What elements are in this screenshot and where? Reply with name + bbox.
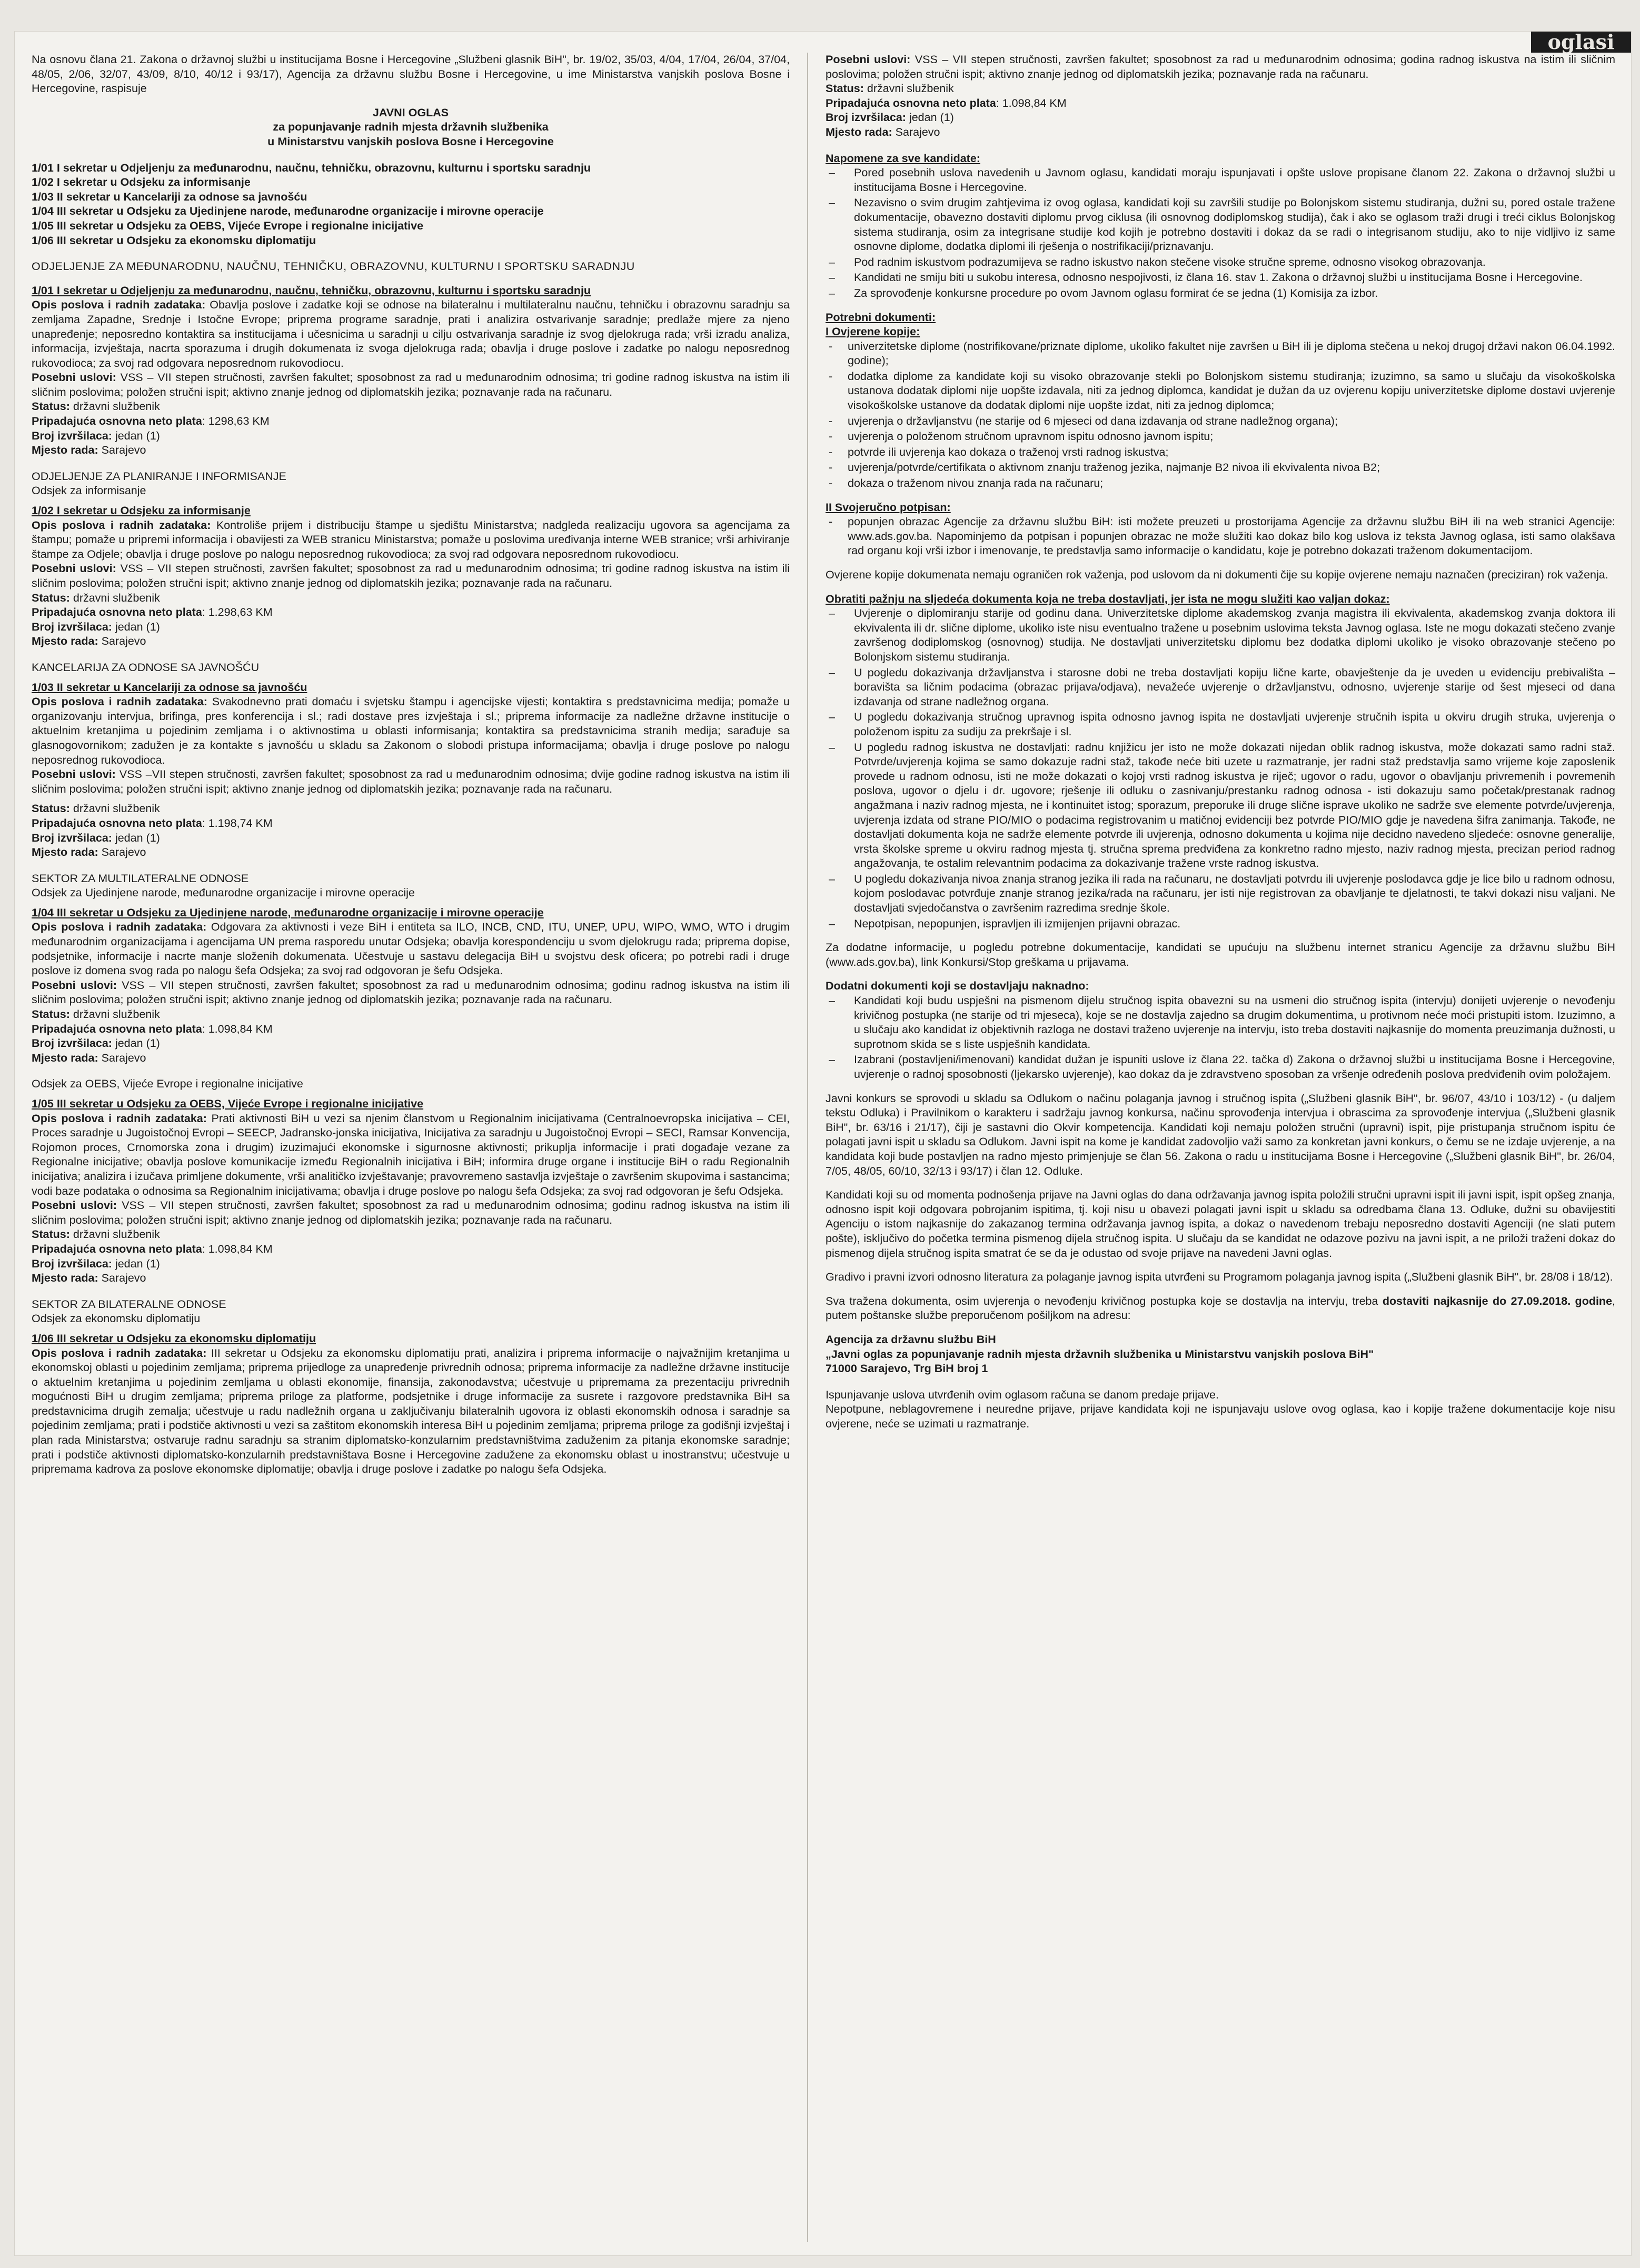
duties: Opis poslova i radnih zadataka: Obavlja poslove i zadatke koji se odnose na bilateralnu i multilateralnu naučnu, tehničku i obrazovnu saradnju sa zemljama Zapadne, Srednje i Istočne Evrope; priprema programe saradnje, prati i analizira ostvarivanje saradnje; predlaže mjere za njeno unapređenje; neposredno kontaktira sa institucijama i učesnicima u saradnji u cilju ostvarivanja saradnje iz svog djelokruga rada; vrši izradu analiza, informacija, izvještaja, nacrta sporazuma i drugih dokumenata iz svoga djelokruga rada; obavlja i druge poslove i zadatke po nalogu neposrednog rukovodioca; za svoj rad odgovara neposrednom rukovodiocu. [32, 298, 790, 369]
column-divider [807, 53, 808, 2242]
list-item: – U pogledu radnog iskustva ne dostavljati: radnu knjižicu jer isto ne može dokazati nijedan oblik radnog iskustva, može dokazati samo radni staž. Potvrde/uvjerenja kojima se samo dokazuje radni staž, takođe neće biti uzete u razmatranje, jer radni staž predstavlja samo vrijeme koje zaposlenik provede u radnom odnosu, isti ne može dokazati o kojoj vrsti radnog iskustva je riječ; ugovor o radu, ugovor o obavljanju privremenih i povremenih poslova, ugovor o djelu i dr. ugovore; rješenje ili odluku o zasnivanju/prestanku radnog odnosa - isti dokazuju samo početak/prestanak radnog angažmana i naziv radnog mjesta, ne i kontinuitet istog; sporazum, preporuke ili druge slične isprave ukoliko ne sadrže sve elemente potvrde/uvjerenja, uvjerenja izdata od strane PIO/MIO o podacima registrovanim u matičnoj evidenciji bez potvrde PIO/MIO gdje je navedena šifra zanimanja. Takođe, ne dostavljati dokumenta koja ne sadrže elemente potvrde ili uvjerenja, odnosno dokumenta u kojima nije decidno navedeno sljedeće: osnovne generalije, vrsta školske spreme u okviru radnog mjesta tj. stručna sprema predviđena za konkretno radno mjesto, naziv radnog mjesta, precizan period radnog angažovanja, te ostalim relevantnim podacima za dokazivanje tražene vrste radnog iskustva. [826, 741, 1615, 871]
status: Status: državni službenik [32, 1228, 160, 1241]
unit-heading: SEKTOR ZA MULTILATERALNE ODNOSE [32, 872, 249, 885]
sub-unit: Odsjek za informisanje [32, 484, 146, 497]
list-item: – Izabrani (postavljeni/imenovani) kandidat dužan je ispuniti uslove iz člana 22. tačka d) Zakona o državnoj službi u institucijama Bosne i Hercegovine, uvjerenje o radnoj sposobnosti (ljekarsko uvjerenje), kao dokaz da je zdravstveno sposoban za vršenje određenih poslova predviđenih ovim položajem. [826, 1053, 1615, 1082]
documents-subheading: I Ovjerene kopije: [826, 325, 920, 338]
list-item: - potvrde ili uvjerenja kao dokaza o traženoj vrsti radnog iskustva; [826, 445, 1615, 460]
position-heading: 1/02 I sekretar u Odsjeku za informisanje [32, 504, 251, 517]
work-place: Mjesto rada: Sarajevo [32, 1051, 146, 1064]
position-heading: 1/05 III sekretar u Odsjeku za OEBS, Vijeće Evrope i regionalne inicijative [32, 1097, 424, 1110]
position-item: 1/03 II sekretar u Kancelariji za odnose sa javnošću [32, 190, 307, 203]
executor-count: Broj izvršilaca: jedan (1) [32, 1257, 160, 1270]
mailing-address [826, 1333, 1615, 1376]
work-place: Mjesto rada: Sarajevo [32, 846, 146, 859]
position-item: 1/05 III sekretar u Odsjeku za OEBS, Vijeće Evrope i regionalne inicijative [32, 219, 424, 232]
list-item: - popunjen obrazac Agencije za državnu službu BiH: isti možete preuzeti u prostorijama Agencije za državnu službu BiH ili na web stranici Agencije: www.ads.gov.ba. Napominjemo da potpisan i popunjen obrazac ne može služiti kao dokaz bilo kog uslova iz teksta Javnog oglasa, isti samo olakšava rad organu koji vrši izbor i imenovanje, te predstavlja samo informacije o kandidatu, koje je potrebno dokazati traženom dokumentacijom. [826, 515, 1615, 558]
salary: Pripadajuća osnovna neto plata: 1.298,63 KM [32, 606, 273, 619]
conditions: Posebni uslovi: VSS – VII stepen stručnosti, završen fakultet; sposobnost za rad u međunarodnim odnosima; tri godine radnog iskustva na istim ili sličnim poslovima; položen stručni ispit; aktivno znanje jednog od diplomatskih jezika; poznavanje rada na računaru. [32, 562, 790, 590]
notes-list [826, 166, 1615, 301]
work-place: Mjesto rada: Sarajevo [32, 444, 146, 457]
work-place: Mjesto rada: Sarajevo [32, 1272, 146, 1285]
section-masthead: oglasi [1531, 32, 1631, 53]
executor-count: Broj izvršilaca: jedan (1) [32, 1037, 160, 1050]
conditions: Posebni uslovi: VSS – VII stepen stručnosti, završen fakultet; sposobnost za rad u međunarodnim odnosima; godinu radnog iskustva na istim ili sličnim poslovima; položen stručni ispit; aktivno znanje jednog od diplomatskih jezika; poznavanje rada na računaru. [32, 978, 790, 1006]
list-item: – Pod radnim iskustvom podrazumijeva se radno iskustvo nakon stečene visoke stručne spreme, odnosno visokog obrazovanja. [826, 255, 1615, 270]
list-item: – Kandidati koji budu uspješni na pismenom dijelu stručnog ispita obavezni su na usmeni dio stručnog ispita (intervju) donijeti uvjerenje o nevođenju krivičnog postupka (ne starije od tri mjeseca), koje se ne dostavlja zajedno sa drugim dokumentima, u protivnom neće moći pristupiti istom. Izuzimno, a u slučaju ako kandidat iz objektivnih razloga ne dostavi traženo uvjerenje na intervju, isto treba dostaviti najkasnije do momenta preuzimanja dužnosti, u suprotnom skida se s liste uspješnih kandidata. [826, 994, 1615, 1052]
exam-paragraph: Javni konkurs se sprovodi u skladu sa Odlukom o načinu polaganja javnog i stručnog ispita („Službeni glasnik BiH", br. 96/07, 43/10 i 103/12) - (u daljem tekstu Odluka) i Pravilnikom o karakteru i sadržaju javnog konkursa, načinu sprovođenja intervjua i obrascima za sprovođenje intervjua („Službeni glasnik BiH", br. 63/16 i 21/17), čiji je sastavni dio Okvir kompetencija. Kandidati koji nemaju položen stručni (upravni) ispit, pije pristupanja stručnom ispitu će polagati javni ispit u skladu sa Odlukom. Javni ispit na kome je kandidat zadovoljio važi samo za konkretan javni konkurs, o čemu se ne izdaje uvjerenje, a na kandidata koji bude postavljen na radno mjesto primjenjuje se član 56. Zakona o radu u institucijama Bosne i Hercegovine („Službeni glasnik BiH", br. 26/04, 7/05, 48/05, 60/10, 32/13 i 93/17) i član 12. Odluke. [826, 1092, 1615, 1177]
position-item: 1/01 I sekretar u Odjeljenju za međunarodnu, naučnu, tehničku, obrazovnu, kulturnu i sportsku saradnju [32, 161, 591, 174]
list-item: – Kandidati ne smiju biti u sukobu interesa, odnosno nespojivosti, iz člana 16. stav 1. Zakona o državnoj službi u institucijama Bosne i Hercegovine. [826, 271, 1615, 285]
salary: Pripadajuća osnovna neto plata: 1.098,84 KM [32, 1242, 273, 1255]
list-item: - uvjerenja o državljanstvu (ne starije od 6 mjeseci od dana izdavanja od strane nadležnog organa); [826, 414, 1615, 429]
conditions: Posebni uslovi: VSS – VII stepen stručnosti, završen fakultet; sposobnost za rad u međunarodnim odnosima; tri godine radnog iskustva na istim ili sličnim poslovima; položen stručni ispit; aktivno znanje jednog od diplomatskih jezika; poznavanje rada na računaru. [32, 371, 790, 398]
duties: Opis poslova i radnih zadataka: Svakodnevno prati domaću i svjetsku štampu i agencijske vijesti; kontaktira s predstavnicima medija; pomaže u organizovanju intervjua, brifinga, pres konferencija i sl.; radi dostave pres izvještaja i sl.; priprema informacije za nadležne državne institucije o aktuelnim kretanjima u pojedinim zemljama i o aktivnostima u oblasti informisanja; kontaktira sa predstavnicima stranih medija; sarađuje sa glasnogovornikom; zadužen je za kontakte s javnošću u skladu sa Zakonom o slobodi pristupa informacijama; obavlja i druge poslove po nalogu neposrednog rukovodioca. [32, 695, 790, 766]
list-item: – Pored posebnih uslova navedenih u Javnom oglasu, kandidati moraju ispunjavati i opšte uslove propisane članom 22. Zakona o državnoj službi u institucijama Bosne i Hercegovine. [826, 166, 1615, 195]
salary: Pripadajuća osnovna neto plata: 1298,63 KM [32, 415, 270, 428]
list-item: – Nepotpisan, nepopunjen, ispravljen ili izmijenjen prijavni obrazac. [826, 917, 1615, 932]
final-note: Nepotpune, neblagovremene i neuredne prijave, prijave kandidata koji ne ispunjavaju uslove ovog oglasa, kao i kopije tražene dokumentacije koje nisu ovjerene, neće se uzimati u razmatranje. [826, 1403, 1615, 1430]
status: Status: državni službenik [32, 802, 160, 815]
list-item: - univerzitetske diplome (nostrifikovane/priznate diplome, ukoliko fakultet nije završen u BiH ili je diploma stečena u nekoj drugoj državi nakon 06.04.1992. godine); [826, 339, 1615, 368]
position-item: 1/02 I sekretar u Odsjeku za informisanje [32, 176, 251, 189]
list-item: – Za sprovođenje konkursne procedure po ovom Javnom oglasu formirat će se jedna (1) Komisija za izbor. [826, 286, 1615, 301]
deadline: dostaviti najkasnije do 27.09.2018. godine [1382, 1294, 1613, 1307]
list-item: - dodatka diplome za kandidate koji su visoko obrazovanje stekli po Bolonjskom sistemu studiranja; izuzimno, sa samo u slučaju da visokoškolska ustanova dodatak diplomi nije uopšte izdavala, niti za jednog diplomca, kandidat je dužan da uz ovjerenu kopiju univerzitetske diplome dostavi uvjerenje visokoškolske ustanove da dodatak diplomi nije uopšte izdat, niti za jednog diplomca; [826, 369, 1615, 413]
exam-paragraph: Kandidati koji su od momenta podnošenja prijave na Javni oglas do dana održavanja javnog ispita položili stručni upravni ispit ili javni ispit, ispit opšeg znanja, odnosno ispit koji odgovara pobrojanim ispitima, tj. koji nisu u obavezi polagati javni ispit u skladu sa odredbama člana 13. Odluke, dužni su obavijestiti Agenciju o istom najkasnije do zakazanog termina održavanja javnog ispita, a dokaz o navedenom trebaju neposredno dostaviti Agenciji (ne slati putem pošte), isključivo do početka termina pismenog dijela stručnog ispita. U slučaju da se kandidat ne odazove pozivu na javni ispit, a ne priloži traženi dokaz do pismenog dijela stručnog ispita smatrat će se da je odustao od svoje prijave na navedeni Javni oglas. [826, 1188, 1615, 1260]
conditions: Posebni uslovi: VSS –VII stepen stručnosti, završen fakultet; sposobnost za rad u međunarodnim odnosima; dvije godine radnog iskustva na istim ili sličnim poslovima; položen stručni ispit; aktivno znanje jednog od diplomatskih jezika; poznavanje rada na računaru. [32, 768, 790, 795]
list-item: - uvjerenja o položenom stručnom upravnom ispitu odnosno javnom ispitu; [826, 429, 1615, 444]
left-column [32, 53, 790, 2242]
duties: Opis poslova i radnih zadataka: Prati aktivnosti BiH u vezi sa njenim članstvom u Regionalnim inicijativama (Centralnoevropska inicijativa – CEI, Proces saradnje u Jugoistočnoj Evropi – SEECP, Jadransko-jonska inicijativa, Inicijativa za saradnju u Jugoistočnoj Evropi – SECI, Ramsar Konvencija, Rojomon proces, Crnomorska zona i drugim) izuzimajući ekonomske i sigurnosne aktivnosti; prikuplja informacije i prati događaje vezane za Regionalne inicijative; obavlja poslove komunikacije između Regionalnih inicijativa i BiH; informira druge organe i institucije BiH o radu Regionalnih inicijativa; analizira i izučava primljene dokumente, vrši analitičko izvještavanje; pravovremeno sastavlja izvještaje o završenim skupovima i sastancima; vodi baze podataka o odnosima sa Regionalnim inicijativama; obavlja i druge poslove po nalogu šefa Odsjeka; za svoj rad odgovoran je šefu Odsjeka. [32, 1112, 790, 1197]
position-heading: 1/04 III sekretar u Odsjeku za Ujedinjene narode, međunarodne organizacije i mirovne operacije [32, 906, 544, 919]
salary: Pripadajuća osnovna neto plata: 1.098,84 KM [826, 96, 1067, 109]
attention-heading: Obratiti pažnju na sljedeća dokumenta koja ne treba dostavljati, jer ista ne mogu služiti kao valjan dokaz: [826, 592, 1390, 605]
duties: Opis poslova i radnih zadataka: Kontroliše prijem i distribuciju štampe u sjedištu Ministarstva; nadgleda realizaciju ugovora sa agencijama za štampu; pomaže u pripremi informacija i obavijesti za WEB stranicu Ministarstva; pomaže u poslovima uređivanja interne WEB stranice; vrši arhiviranje štampe za Odjele; obavlja i druge poslove po nalogu neposrednog rukovodioca; za svoj rad odgovara neposrednom rukovodiocu. [32, 518, 790, 561]
list-item: – U pogledu dokazivanja državljanstva i starosne dobi ne treba dostavljati kopiju lične karte, obavještenje da je uveden u evidenciju prebivališta – boravišta sa ličnim podacima (obrazac prijava/odjava), nevažeće uvjerenje o državljanstvu, odnosno, uvjerenje starije od šest mjeseci od dana izdavanja od strane nadležnog organa. [826, 666, 1615, 710]
final-note: Ispunjavanje uslova utvrđenih ovim oglasom računa se danom predaje prijave. [826, 1388, 1219, 1401]
sub-unit: Odsjek za Ujedinjene narode, međunarodne organizacije i mirovne operacije [32, 886, 415, 900]
certified-copies-list [826, 339, 1615, 491]
title-line: za popunjavanje radnih mjesta državnih službenika [273, 121, 549, 134]
list-item: - uvjerenja/potvrde/certifikata o aktivnom znanju traženog jezika, najmanje B2 nivoa ili ekvivalenta nivoa B2; [826, 461, 1615, 475]
unit-heading: ODJELJENJE ZA MEĐUNARODNU, NAUČNU, TEHNIČKU, OBRAZOVNU, KULTURNU I SPORTSKU SARADNJU [32, 260, 635, 273]
list-item: – Uvjerenje o diplomiranju starije od godinu dana. Univerzitetske diplome akademskog zvanja magistra ili ekvivalenta, akademskog zvanja doktora ili ekvivalenta ili dr. slične diplome, ukoliko iste nisu eventualno tražene u posebnim uslovima teksta Javnog oglasa. Iste ne mogu dokazati stečeno zvanje završenog dodiplomskog (osnovnog) studija. Ne dostavljati univerzitetsku diplomu bez dodatka diplomi ukoliko je visoko obrazovanje stečeno po Bolonjskom sistemu studiranja. [826, 606, 1615, 664]
status: Status: državni službenik [32, 400, 160, 413]
position-item: 1/06 III sekretar u Odsjeku za ekonomsku diplomatiju [32, 234, 316, 247]
address-line: Agencija za državnu službu BiH [826, 1333, 996, 1346]
status: Status: državni službenik [32, 1008, 160, 1021]
salary: Pripadajuća osnovna neto plata: 1.198,74 KM [32, 816, 273, 830]
intro-paragraph: Na osnovu člana 21. Zakona o državnoj službi u institucijama Bosne i Hercegovine „Službeni glasnik BiH", br. 19/02, 35/03, 4/04, 17/04, 26/04, 37/04, 48/05, 2/06, 32/07, 43/09, 8/10, 40/12 i 93/17), Agencija za državnu službu Bosne i Hercegovine, u ime Ministarstva vanjskih poslova Bosne i Hercegovine, raspisuje [32, 53, 790, 95]
salary: Pripadajuća osnovna neto plata: 1.098,84 KM [32, 1022, 273, 1035]
position-heading: 1/06 III sekretar u Odsjeku za ekonomsku diplomatiju [32, 1332, 316, 1345]
status: Status: državni službenik [32, 591, 160, 604]
unit-heading: KANCELARIJA ZA ODNOSE SA JAVNOŠĆU [32, 661, 260, 674]
status: Status: državni službenik [826, 82, 954, 95]
submission-paragraph: Sva tražena dokumenta, osim uvjerenja o nevođenju krivičnog postupka koje se dostavlja na intervju, treba dostaviti najkasnije do 27.09.2018. godine, putem poštanske službe preporučenom pošiljkom na adresu: [826, 1294, 1615, 1322]
work-place: Mjesto rada: Sarajevo [826, 125, 940, 138]
executor-count: Broj izvršilaca: jedan (1) [826, 111, 954, 124]
executor-count: Broj izvršilaca: jedan (1) [32, 831, 160, 844]
list-item: – Nezavisno o svim drugim zahtjevima iz ovog oglasa, kandidati koji su završili studije po Bolonjskom sistemu studiranja, dužni su, pored ostale tražene dokumentacije, obavezno dostaviti diplomu prvog ciklusa (ili osnovnog dodiplomskog studija), čak i ako se oglasom traži drugi i treći ciklus Bolonjskog sistema studiranja, osim za integrisane studije kod kojih je potrebno dostaviti i dokaz da se radi o integrisanom studiju, ako to nije vidljivo iz same osnovne diplome, dodatka diplomi ili rješenja o nostrifikaciji/priznavanju. [826, 196, 1615, 254]
literature-paragraph: Gradivo i pravni izvori odnosno literatura za polaganje javnog ispita utvrđeni su Programom polaganja javnog ispita („Službeni glasnik BiH", br. 28/08 i 18/12). [826, 1271, 1613, 1284]
announcement-title [32, 106, 790, 149]
sub-unit: Odsjek za OEBS, Vijeće Evrope i regionalne inicijative [32, 1077, 303, 1091]
notes-heading: Napomene za sve kandidate: [826, 152, 980, 165]
conditions: Posebni uslovi: VSS – VII stepen stručnosti, završen fakultet; sposobnost za rad u međunarodnim odnosima; godina radnog iskustva na istim ili sličnim poslovima; položen stručni ispit; aktivno znanje jednog od diplomatskih jezika; poznavanje rada na računaru. [826, 53, 1615, 81]
duties: Opis poslova i radnih zadataka: III sekretar u Odsjeku za ekonomsku diplomatiju prati, analizira i priprema informacije o najvažnijim kretanjima u ekonomskoj oblasti u pojedinim zemljama; priprema prijedloge za unapređenje privrednih odnosa; priprema informacije za nadležne državne institucije o aktuelnim kretanjima u pojedinim zemljama u oblasti ekonomije, finansija, zakonodavstva; učestvuje u pripremama za prezentaciju privrednih mogućnosti BiH u drugim zemljama; priprema priloge za platforme, podsjetnike i druge informacije za susrete i razgovore predstavnika BiH sa predstavnicima drugih zemalja; učestvuje u radu nadležnih organa u zaključivanju bilateralnih ugovora iz oblasti ekonomskih odnosa i saradnje sa pojedinim zemljama; prati i podstiče aktivnosti u vezi sa zaštitom ekonomskih interesa BiH u pojedinim zemljama; priprema priloge za godišnji izvještaj i plan rada Ministarstva; ostvaruje radnu saradnju sa stranim diplomatsko-konzularnim predstavništvima zaduženim za pitanja ekonomske saradnje; prati i podstiče aktivnosti diplomatsko-konzularnih predstavništava Bosne i Hercegovine zadužene za ekonomsku oblast u inostranstvu; učestvuje u pripremama kadrova za poslove ekonomske diplomatije; obavlja i druge poslove i zadatke po nalogu šefa Odsjeka. [32, 1346, 790, 1476]
documents-subheading: II Svojeručno potpisan: [826, 501, 951, 514]
info-paragraph: Za dodatne informacije, u pogledu potrebne dokumentacije, kandidati se upućuju na službenu internet stranicu Agencije za državnu službu BiH (www.ads.gov.ba), link Konkursi/Stop greškama u prijavama. [826, 941, 1615, 968]
documents-heading: Potrebni dokumenti: [826, 311, 936, 324]
sub-unit: Odsjek za ekonomsku diplomatiju [32, 1312, 201, 1325]
address-line: 71000 Sarajevo, Trg BiH broj 1 [826, 1362, 988, 1375]
title-line: u Ministarstvu vanjskih poslova Bosne i Hercegovine [267, 135, 554, 148]
conditions: Posebni uslovi: VSS – VII stepen stručnosti, završen fakultet; sposobnost za rad u međunarodnim odnosima; godinu radnog iskustva na istim ili sličnim poslovima; položen stručni ispit; aktivno znanje jednog od diplomatskih jezika; poznavanje rada na računaru. [32, 1199, 790, 1226]
invalid-documents-list [826, 606, 1615, 931]
position-heading: 1/01 I sekretar u Odjeljenju za međunarodnu, naučnu, tehničku, obrazovnu, kulturnu i sportsku saradnju [32, 284, 591, 297]
executor-count: Broj izvršilaca: jedan (1) [32, 620, 160, 633]
work-place: Mjesto rada: Sarajevo [32, 635, 146, 648]
list-item: – U pogledu dokazivanja nivoa znanja stranog jezika ili rada na računaru, ne dostavljati potvrdu ili uvjerenje poslodavca gdje je lice bilo u radnom odnosu, kojom poslodavac potvrđuje znanje stranog jezika/rada na računaru, jer isti nije registrovan za obavljanje te djelatnosti, te takvi dokazi nisu valjani. Ne dostavljati svjedočanstva o završenim razredima srednje škole. [826, 872, 1615, 916]
extra-documents-list [826, 994, 1615, 1082]
title-line: JAVNI OGLAS [372, 106, 449, 119]
extra-documents-heading: Dodatni dokumenti koji se dostavljaju naknadno: [826, 980, 1089, 993]
position-item: 1/04 III sekretar u Odsjeku za Ujedinjene narode, međunarodne organizacije i mirovne operacije [32, 205, 544, 218]
address-line: „Javni oglas za popunjavanje radnih mjesta državnih službenika u Ministarstvu vanjskih poslova BiH" [826, 1347, 1374, 1361]
right-column [826, 53, 1615, 2242]
newspaper-page [15, 32, 1631, 2255]
position-heading: 1/03 II sekretar u Kancelariji za odnose sa javnošću [32, 681, 307, 694]
unit-heading: SEKTOR ZA BILATERALNE ODNOSE [32, 1297, 226, 1311]
signed-form-list [826, 515, 1615, 558]
positions-list [32, 161, 790, 248]
list-item: – U pogledu dokazivanja stručnog upravnog ispita odnosno javnog ispita ne dostavljati uvjerenje stručnih ispita u okviru drugih struka, uvjerenja o položenom ispitu za sudiju za prekršaje i sl. [826, 710, 1615, 739]
validity-paragraph: Ovjerene kopije dokumenata nemaju ograničen rok važenja, pod uslovom da ni dokumenti čije su kopije ovjerene nemaju naznačen (preciziran) rok važenja. [826, 568, 1608, 581]
list-item: - dokaza o traženom nivou znanja rada na računaru; [826, 476, 1615, 491]
duties: Opis poslova i radnih zadataka: Odgovara za aktivnosti i veze BiH i entiteta sa ILO, INCB, CND, ITU, UNEP, UPU, WIPO, WMO, WTO i drugim međunarodnim organizacijama i agencijama UN prema rasporedu unutar Odsjeka; obavlja korespondenciju u svom djelokrugu rada; priprema dopise, podsjetnike, informacije i nacrte manje složenih dokumenata. Učestvuje u sastavu delegacija BiH u svojstvu desk oficera; po potrebi radi i druge poslove iz domena svog rada po nalogu šefa Odsjeka; za svoj rad odgovoran je šefu Odsjeka. [32, 921, 790, 977]
unit-heading: ODJELJENJE ZA PLANIRANJE I INFORMISANJE [32, 469, 286, 483]
executor-count: Broj izvršilaca: jedan (1) [32, 429, 160, 442]
